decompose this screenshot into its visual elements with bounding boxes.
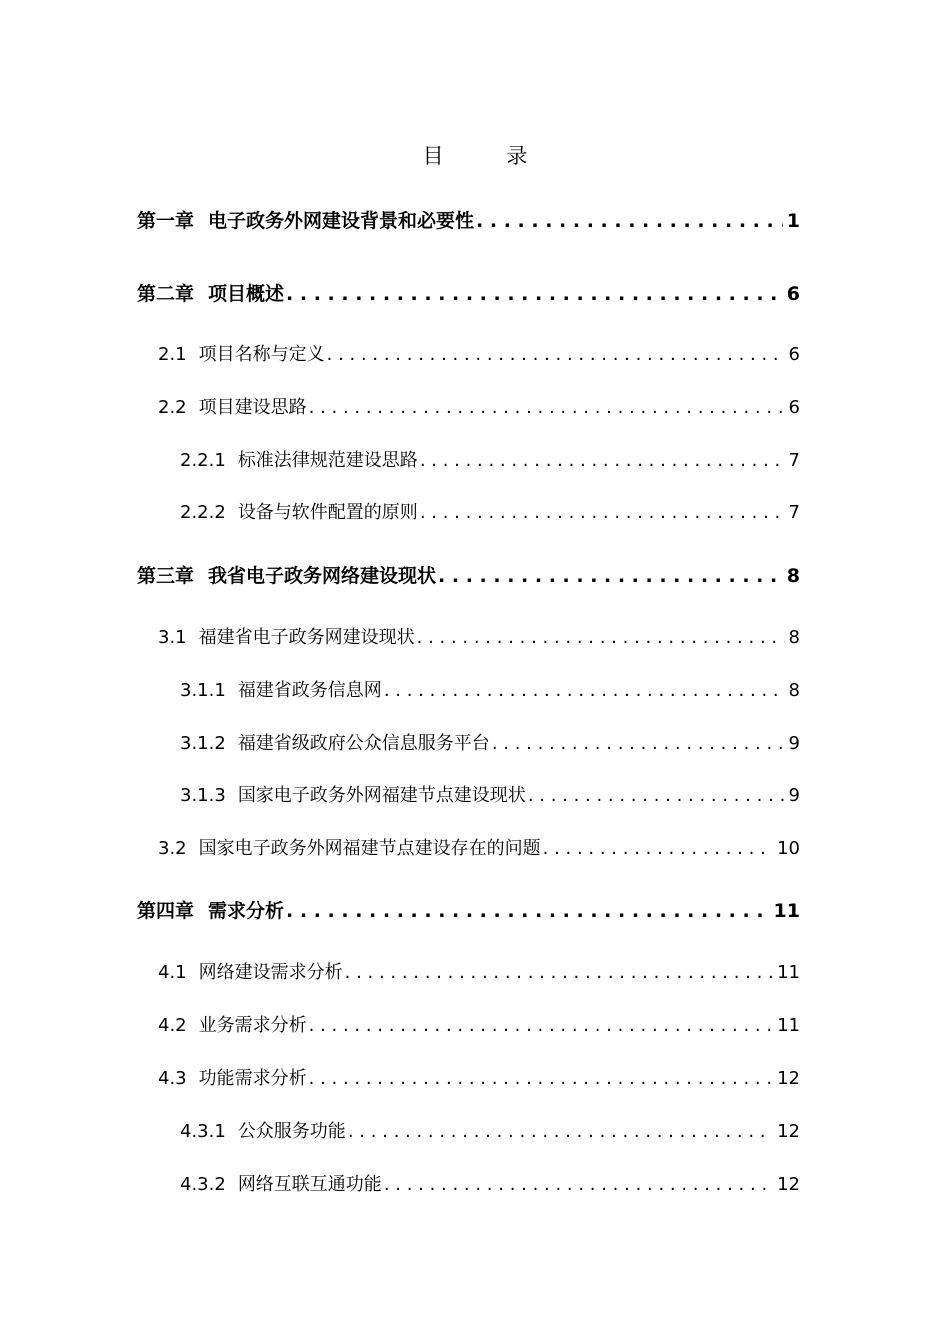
toc-entry[interactable] bbox=[180, 1170, 800, 1196]
toc-entry-number: 3.1.2 bbox=[180, 733, 226, 754]
toc-entry[interactable] bbox=[180, 781, 800, 807]
toc-entry-number: 4.1 bbox=[158, 962, 187, 983]
toc-entry-title: 国家电子政务外网福建节点建设存在的问题 bbox=[198, 838, 541, 859]
toc-title: 目 录 bbox=[422, 144, 556, 168]
toc-entry-page: 10 bbox=[777, 838, 800, 859]
dot-leader bbox=[309, 1015, 773, 1036]
toc-entry-title: 福建省电子政务网建设现状 bbox=[198, 627, 415, 648]
toc-entry-number: 2.2.2 bbox=[180, 502, 226, 523]
dot-leader bbox=[417, 627, 785, 648]
dot-leader bbox=[528, 785, 785, 806]
toc-entry[interactable] bbox=[158, 958, 800, 984]
toc-entry-page: 11 bbox=[777, 1015, 800, 1036]
toc-entry-page: 9 bbox=[788, 785, 800, 806]
dot-leader bbox=[286, 900, 770, 922]
toc-entry-page: 8 bbox=[788, 680, 800, 701]
toc-entry-title: 业务需求分析 bbox=[198, 1015, 307, 1036]
toc-entry-title: 网络互联互通功能 bbox=[237, 1174, 382, 1195]
toc-entry-number: 2.2 bbox=[158, 397, 187, 418]
dot-leader bbox=[492, 733, 785, 754]
toc-entry[interactable] bbox=[158, 1011, 800, 1037]
toc-entry-number: 第一章 bbox=[137, 210, 195, 232]
toc-entry-number: 第二章 bbox=[137, 283, 195, 305]
dot-leader bbox=[345, 962, 773, 983]
dot-leader bbox=[476, 210, 783, 232]
toc-entry-page: 8 bbox=[788, 627, 800, 648]
toc-entry-number: 第四章 bbox=[137, 900, 195, 922]
toc-entry-title: 福建省级政府公众信息服务平台 bbox=[237, 733, 490, 754]
toc-entry[interactable] bbox=[180, 446, 800, 472]
toc-entry[interactable] bbox=[158, 340, 800, 366]
dot-leader bbox=[420, 450, 785, 471]
toc-entry[interactable] bbox=[158, 393, 800, 419]
toc-entry-page: 12 bbox=[777, 1174, 800, 1195]
toc-entry-number: 4.3.2 bbox=[180, 1174, 226, 1195]
dot-leader bbox=[286, 283, 783, 305]
toc-entry-title: 电子政务外网建设背景和必要性 bbox=[208, 210, 475, 232]
toc-entry[interactable] bbox=[158, 834, 800, 860]
dot-leader bbox=[384, 1174, 773, 1195]
toc-entry[interactable] bbox=[137, 561, 800, 588]
toc-entry-title: 项目概述 bbox=[208, 283, 285, 305]
toc-entry[interactable] bbox=[180, 729, 800, 755]
toc-entry-title: 我省电子政务网络建设现状 bbox=[208, 565, 437, 587]
toc-entry-number: 3.1.3 bbox=[180, 785, 226, 806]
toc-entry-title: 项目名称与定义 bbox=[198, 344, 325, 365]
toc-entry[interactable] bbox=[158, 623, 800, 649]
toc-entry-page: 6 bbox=[788, 344, 800, 365]
toc-entry-page: 6 bbox=[788, 397, 800, 418]
toc-entry-number: 3.1 bbox=[158, 627, 187, 648]
toc-entry[interactable] bbox=[180, 498, 800, 524]
toc-entry-number: 2.2.1 bbox=[180, 450, 226, 471]
toc-entry-page: 12 bbox=[777, 1068, 800, 1089]
dot-leader bbox=[309, 397, 785, 418]
toc-entry-page: 12 bbox=[777, 1121, 800, 1142]
dot-leader bbox=[543, 838, 773, 859]
toc-entry-number: 第三章 bbox=[137, 565, 195, 587]
toc-entry-page: 11 bbox=[773, 900, 800, 922]
toc-entry-title: 项目建设思路 bbox=[198, 397, 307, 418]
toc-entry-title: 需求分析 bbox=[208, 900, 285, 922]
toc-entry[interactable] bbox=[180, 676, 800, 702]
toc-entry-number: 4.3.1 bbox=[180, 1121, 226, 1142]
dot-leader bbox=[327, 344, 785, 365]
toc-entry-page: 7 bbox=[788, 502, 800, 523]
dot-leader bbox=[384, 680, 785, 701]
toc-entry[interactable] bbox=[137, 279, 800, 306]
dot-leader bbox=[438, 565, 783, 587]
toc-entry-page: 9 bbox=[788, 733, 800, 754]
toc-entry[interactable] bbox=[180, 1117, 800, 1143]
toc-entry-number: 4.2 bbox=[158, 1015, 187, 1036]
dot-leader bbox=[420, 502, 785, 523]
dot-leader bbox=[348, 1121, 773, 1142]
toc-entry-title: 网络建设需求分析 bbox=[198, 962, 343, 983]
toc-entry-page: 7 bbox=[788, 450, 800, 471]
toc-entry-title: 公众服务功能 bbox=[237, 1121, 346, 1142]
toc-entry-page: 8 bbox=[786, 565, 800, 587]
toc-entry-number: 2.1 bbox=[158, 344, 187, 365]
toc-entry-page: 6 bbox=[786, 283, 800, 305]
toc-entry[interactable] bbox=[137, 896, 800, 923]
toc-entry-page: 11 bbox=[777, 962, 800, 983]
toc-entry-page: 1 bbox=[786, 210, 800, 232]
toc-entry-number: 4.3 bbox=[158, 1068, 187, 1089]
dot-leader bbox=[309, 1068, 773, 1089]
toc-entry-title: 功能需求分析 bbox=[198, 1068, 307, 1089]
toc-entry-title: 标准法律规范建设思路 bbox=[237, 450, 418, 471]
toc-entry[interactable] bbox=[158, 1064, 800, 1090]
toc-entry-title: 国家电子政务外网福建节点建设现状 bbox=[237, 785, 526, 806]
toc-entry-number: 3.1.1 bbox=[180, 680, 226, 701]
toc-entry[interactable] bbox=[137, 206, 800, 233]
toc-entry-title: 设备与软件配置的原则 bbox=[237, 502, 418, 523]
toc-entry-title: 福建省政务信息网 bbox=[237, 680, 382, 701]
toc-entry-number: 3.2 bbox=[158, 838, 187, 859]
